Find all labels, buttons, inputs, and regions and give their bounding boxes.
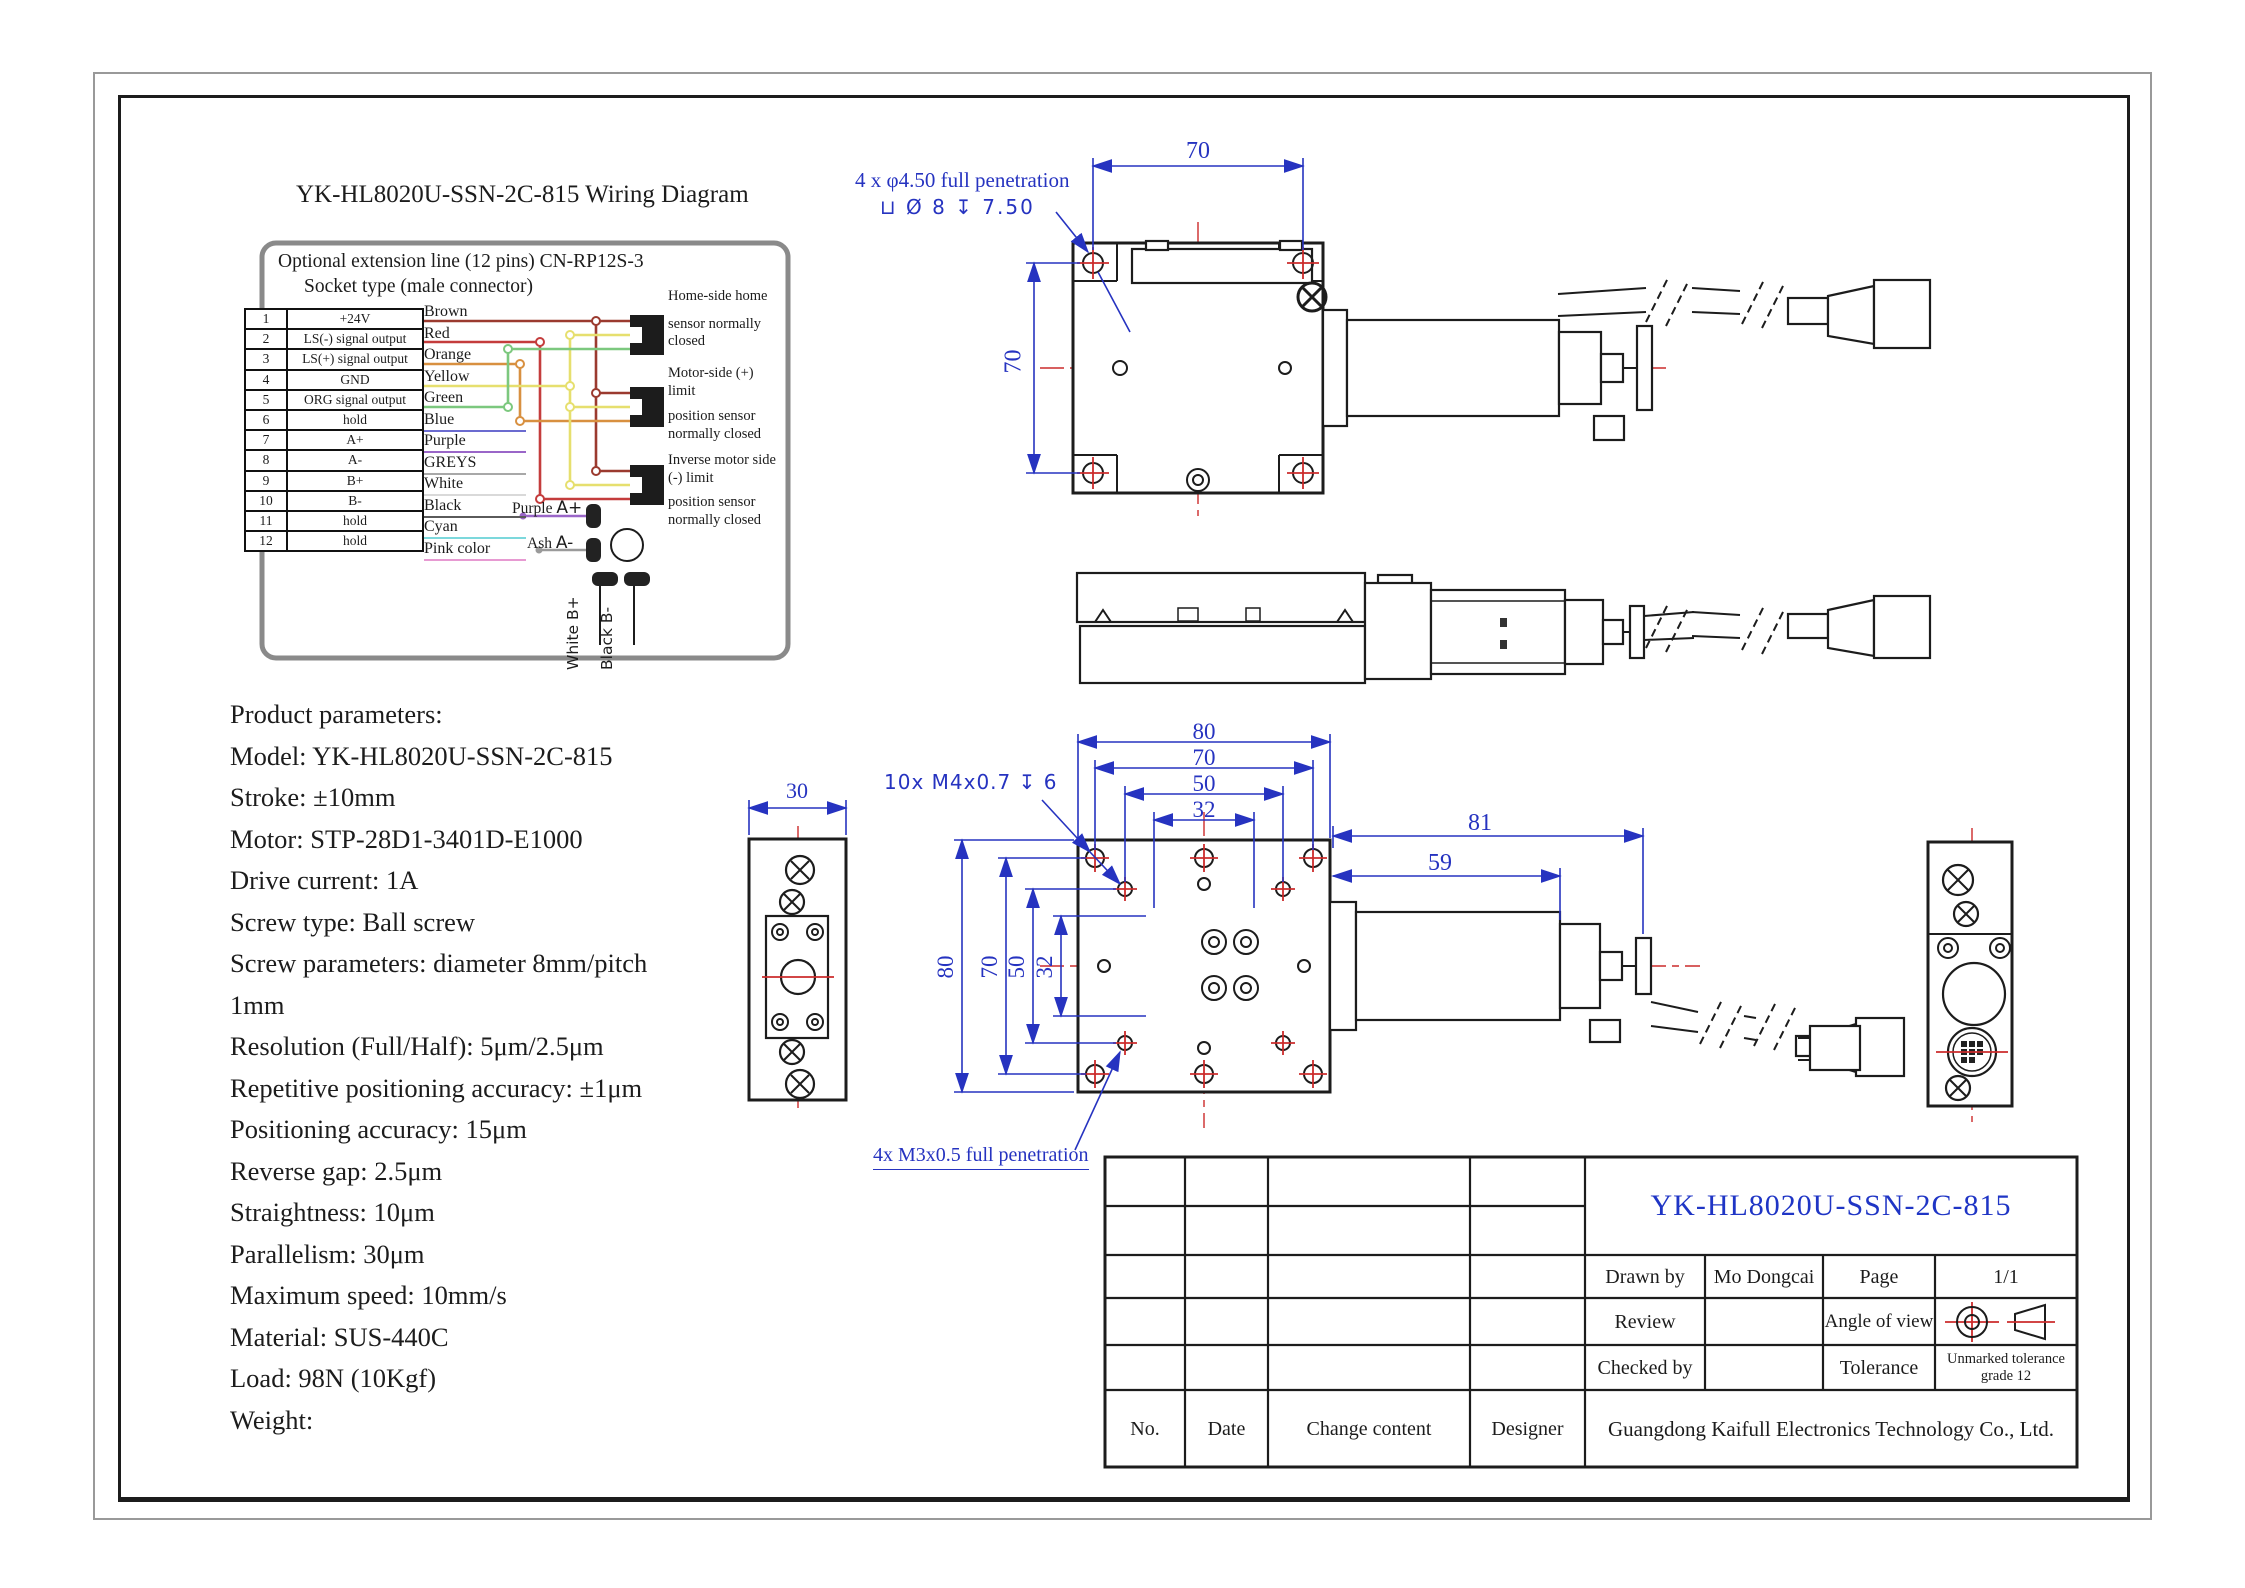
tolerance-value: Unmarked tolerance grade 12: [1947, 1350, 2065, 1384]
pin-no: 6: [245, 410, 287, 430]
pin-no: 1: [245, 309, 287, 329]
company-name: Guangdong Kaifull Electronics Technology Co., Ltd.: [1607, 1416, 2055, 1441]
pin-signal: hold: [287, 410, 423, 430]
param-line: Screw parameters: diameter 8mm/pitch: [230, 948, 648, 978]
param-line: Repetitive positioning accuracy: ±1μm: [230, 1072, 643, 1103]
sensor-symbols: [630, 315, 664, 505]
titleblock-part-number: YK-HL8020U-SSN-2C-815: [1650, 1189, 2012, 1222]
param-line: Straightness: 10μm: [230, 1197, 435, 1227]
pin-row: [245, 329, 423, 349]
param-line: Positioning accuracy: 15μm: [230, 1114, 527, 1144]
pin-signal: GND: [287, 370, 423, 390]
wire-label-orange: Orange: [424, 346, 472, 363]
wiring-note-socket-type: Socket type (male connector): [304, 276, 534, 297]
sensor2-line1: Motor-side (+): [668, 365, 754, 381]
pin-no: 8: [245, 450, 287, 470]
sensor2-line3: position sensor: [668, 408, 756, 424]
sensor3-line2: (-) limit: [668, 470, 714, 486]
lead-color-ash: Ash: [527, 535, 552, 552]
review-label: Review: [1614, 1310, 1676, 1333]
sensor1-line1: Home-side home: [668, 288, 768, 304]
top-view: [1026, 158, 1930, 516]
pin-no: 7: [245, 430, 287, 450]
param-line: 1mm: [230, 989, 285, 1020]
pin-row: [245, 511, 423, 531]
param-line: Drive current: 1A: [230, 865, 419, 895]
param-line: Weight:: [230, 1404, 314, 1435]
param-line: Product parameters:: [230, 699, 443, 729]
param-line: Parallelism: 30μm: [230, 1238, 425, 1269]
sensor3-line4: normally closed: [668, 512, 762, 528]
pin-table: [244, 308, 424, 552]
pin-row: [245, 450, 423, 470]
pin-row: [245, 430, 423, 450]
stepper-motor-symbol: [520, 504, 651, 645]
angle-of-view-symbol: [1935, 1298, 2077, 1345]
dim-plan-left-32: 32: [1032, 955, 1057, 979]
wire-label-blue: Blue: [424, 411, 526, 432]
end-view: [1798, 828, 2012, 1122]
pin-no: 9: [245, 471, 287, 491]
param-line: Load: 98N (10Kgf): [230, 1363, 437, 1393]
pin-signal: +24V: [287, 309, 423, 329]
pin-signal: hold: [287, 511, 423, 531]
dim-plan-left-80: 80: [933, 955, 958, 979]
pin-signal: ORG signal output: [287, 390, 423, 410]
pin-row: [245, 370, 423, 390]
wire-label-brown: Brown: [424, 303, 468, 320]
pin-no: 2: [245, 329, 287, 349]
dim-plan-32: 32: [1192, 797, 1216, 822]
hole-note-top: 4 x φ4.50 full penetration: [855, 168, 1070, 192]
pin-row: [245, 349, 423, 369]
side-view: [1077, 573, 1930, 683]
drawn-by-value: Mo Dongcai: [1713, 1265, 1815, 1288]
param-line: Reverse gap: 2.5μm: [230, 1155, 443, 1186]
sensor1-line2: sensor normally: [668, 316, 762, 332]
param-line: Screw type: Ball screw: [230, 906, 476, 937]
sensor1-line3: closed: [668, 333, 706, 349]
drawn-by-label: Drawn by: [1605, 1265, 1685, 1288]
param-line: Maximum speed: 10mm/s: [230, 1280, 507, 1310]
pin-no: 3: [245, 349, 287, 369]
lead-pin-a-plus: A+: [556, 498, 583, 518]
pin-no: 11: [245, 511, 287, 531]
pin-row: [245, 390, 423, 410]
wire-label-white: White: [424, 475, 526, 496]
product-parameters: [230, 694, 647, 1441]
change-content-label: Change content: [1306, 1417, 1432, 1440]
param-line: Model: YK-HL8020U-SSN-2C-815: [230, 740, 613, 771]
hole-note-top-cbore: ⊔ Ø 8 ↧ 7.50: [880, 195, 1035, 219]
param-line: Resolution (Full/Half): 5μm/2.5μm: [230, 1031, 604, 1061]
param-line: Motor: STP-28D1-3401D-E1000: [230, 823, 583, 854]
pin-row: [245, 531, 423, 551]
date-label: Date: [1207, 1417, 1246, 1440]
dim-right-81: 81: [1468, 810, 1492, 836]
lead-color-purple: Purple: [512, 500, 553, 517]
wiring-note-extension-line: Optional extension line (12 pins) CN-RP12S-3: [278, 251, 644, 272]
dim-left-70: 70: [1000, 349, 1027, 374]
pin-row: [245, 309, 423, 329]
pin-no: 10: [245, 491, 287, 511]
pin-signal: LS(+) signal output: [287, 349, 423, 369]
dim-plan-50: 50: [1192, 771, 1216, 796]
left-side-view: [749, 800, 846, 1112]
wire-label-yellow: Yellow: [424, 367, 470, 385]
sensor3-line1: Inverse motor side: [668, 452, 776, 468]
no-label: No.: [1130, 1417, 1160, 1440]
motor-lead-a-plus: [512, 498, 582, 518]
pin-row: [245, 410, 423, 430]
pin-signal: LS(-) signal output: [287, 329, 423, 349]
checked-by-label2: Checked by: [1597, 1356, 1693, 1379]
page-label: Page: [1859, 1265, 1899, 1288]
designer-label: Designer: [1491, 1417, 1564, 1440]
motor-lead-a-minus: [527, 533, 573, 553]
motor-lead-b-minus: Black B-: [598, 606, 616, 670]
first-angle-projection-icon: [1941, 1300, 2071, 1344]
wire-label-green: Green: [424, 389, 464, 406]
plan-view: [954, 734, 1904, 1150]
dim-plan-left-50: 50: [1004, 955, 1029, 979]
wire-label-purple: Purple: [424, 432, 526, 453]
tolerance-label: Tolerance: [1839, 1356, 1919, 1379]
wire-label-pink: Pink color: [424, 540, 526, 561]
page-value: 1/1: [1993, 1265, 2019, 1288]
lead-pin-a-minus: A-: [555, 533, 574, 553]
dim-plan-70: 70: [1192, 745, 1216, 770]
sensor2-line2: limit: [668, 383, 696, 399]
pin-no: 12: [245, 531, 287, 551]
dim-right-59: 59: [1428, 850, 1452, 876]
pin-signal: A-: [287, 450, 423, 470]
bottom-thread-note: 4x M3x0.5 full penetration: [873, 1144, 1089, 1170]
param-line: Material: SUS-440C: [230, 1321, 449, 1352]
pin-signal: B-: [287, 491, 423, 511]
thread-note-plan: 10x M4x0.7 ↧ 6: [884, 770, 1058, 794]
pin-no: 4: [245, 370, 287, 390]
pin-signal: hold: [287, 531, 423, 551]
sensor2-line4: normally closed: [668, 426, 762, 442]
motor-lead-b-plus: White B+: [564, 596, 582, 670]
wire-label-greys: GREYS: [424, 454, 526, 475]
param-line: Stroke: ±10mm: [230, 782, 396, 812]
wire-label-black: Black: [424, 497, 526, 518]
pin-no: 5: [245, 390, 287, 410]
dim-plan-80: 80: [1192, 719, 1216, 744]
pin-row: [245, 491, 423, 511]
pin-signal: A+: [287, 430, 423, 450]
angle-of-view-label: Angle of view: [1824, 1310, 1934, 1332]
dim-top-70: 70: [1186, 138, 1210, 164]
pin-row: [245, 471, 423, 491]
wire-label-red: Red: [424, 324, 450, 342]
wiring-diagram-title: YK-HL8020U-SSN-2C-815 Wiring Diagram: [296, 181, 749, 208]
dim-plan-left-70: 70: [977, 955, 1002, 979]
sensor3-line3: position sensor: [668, 494, 756, 510]
wire-label-cyan: Cyan: [424, 518, 526, 539]
pin-signal: B+: [287, 471, 423, 491]
dim-side-30: 30: [786, 778, 808, 803]
